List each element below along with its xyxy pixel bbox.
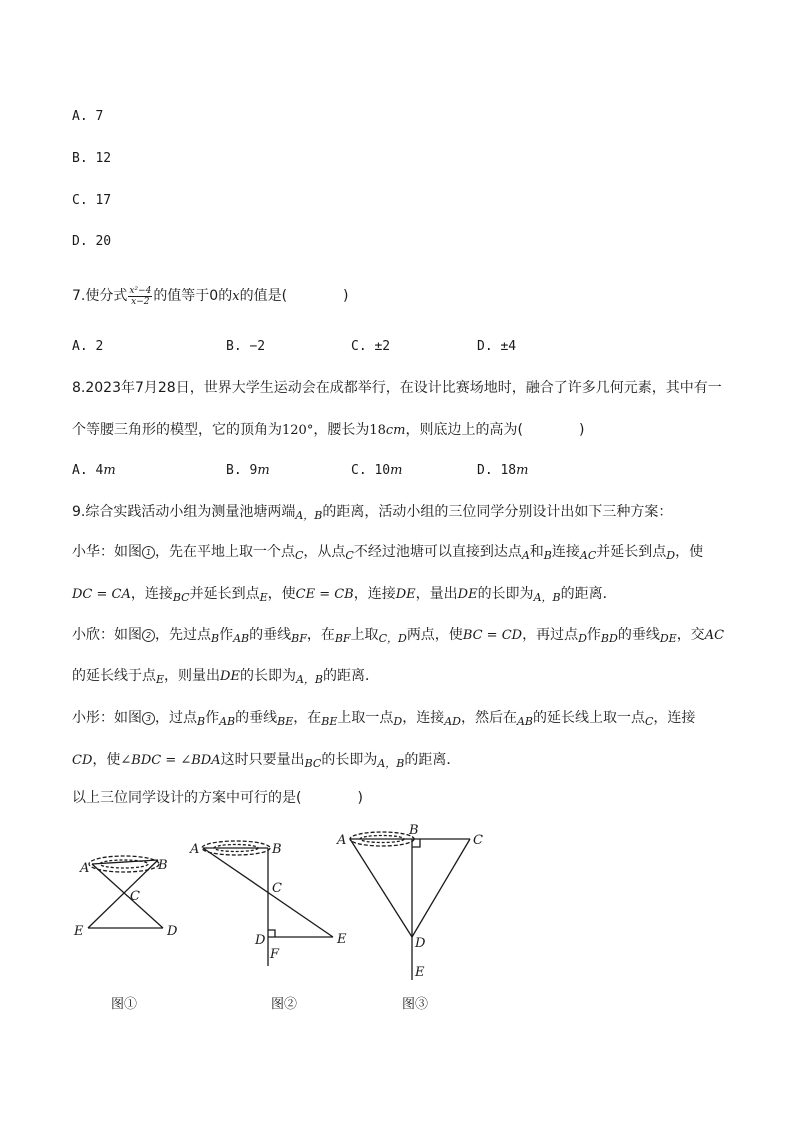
q8-text: ，则底边上的高为( ): [405, 422, 585, 438]
option-value: 4: [95, 463, 104, 478]
q9-text: ，在: [306, 627, 335, 643]
q7-prefix: 7.使分式: [72, 288, 128, 304]
figure-1: [88, 856, 163, 928]
math-D: D: [666, 549, 676, 562]
segment-AD: [92, 864, 163, 928]
q8-length: 18: [369, 423, 386, 438]
option-value: 7: [95, 109, 104, 124]
math-BF: BF: [291, 632, 307, 645]
q9-xin-line2: [72, 667, 379, 686]
fig1-label-E: E: [74, 924, 84, 939]
fig2-label-B: B: [272, 842, 282, 857]
option-letter: C.: [351, 463, 367, 478]
q7-var: x: [232, 289, 240, 304]
q9-text: ，连接: [130, 586, 173, 602]
q7-stem: [72, 283, 349, 310]
option-unit: m: [390, 463, 403, 478]
math-BF: BF: [334, 632, 351, 645]
q9-text: 的延长线上取一点: [533, 710, 645, 726]
q9-text: ，然后在: [460, 710, 517, 726]
math-AB: A，B: [295, 673, 323, 686]
figure-2-caption: 图②: [271, 997, 298, 1012]
q9-text: 连接: [551, 544, 580, 560]
q9-intro: [72, 503, 672, 522]
figure-2: [202, 841, 333, 966]
q9-text: ，连接: [402, 710, 445, 726]
q9-text: 9.综合实践活动小组为测量池塘两端: [72, 504, 296, 520]
math-eq: DC = CA: [72, 587, 131, 602]
q9-text: 小欣：如图: [72, 627, 142, 643]
option-value: 18: [500, 463, 517, 478]
q8-option-b: [226, 462, 270, 480]
option-value: 9: [249, 463, 258, 478]
q9-text: 和: [529, 544, 544, 560]
q6-option-d: [72, 233, 111, 251]
option-letter: B.: [226, 463, 242, 478]
math-AB: A，B: [533, 591, 561, 604]
q9-text: 上取: [350, 627, 379, 643]
option-value: 10: [374, 463, 391, 478]
math-E: E: [156, 673, 165, 686]
q9-xin-line1: [72, 626, 724, 645]
q9-text: 小彤：如图: [72, 710, 142, 726]
q7-option-d: [477, 338, 516, 356]
math-DE: DE: [659, 632, 677, 645]
math-AB: A，B: [377, 757, 405, 770]
math-C: C: [345, 549, 354, 562]
q8-line2: [72, 421, 584, 440]
option-letter: D.: [477, 339, 493, 354]
q8-unit: cm: [385, 423, 406, 438]
q7-mid: 的值等于0的: [153, 288, 233, 304]
math-CD: CD: [72, 753, 93, 768]
math-BD: BD: [600, 632, 618, 645]
q9-text: ，从点: [303, 544, 346, 560]
q9-text: 的垂线: [235, 710, 278, 726]
option-letter: C.: [72, 193, 88, 208]
math-B: B: [543, 549, 552, 562]
q9-text: 这时只要量出: [220, 752, 305, 768]
fig2-label-F: F: [270, 947, 280, 962]
figure-3: [350, 832, 470, 980]
math-B: B: [211, 632, 220, 645]
option-letter: D.: [72, 234, 88, 249]
q9-text: 的长即为: [477, 586, 534, 602]
q6-option-b: [72, 150, 111, 168]
q9-text: ，量出: [415, 586, 458, 602]
fig1-label-D: D: [167, 924, 178, 939]
option-letter: A.: [72, 109, 88, 124]
q6-option-c: [72, 192, 111, 210]
fig3-label-C: C: [473, 833, 483, 848]
option-value: 2: [95, 339, 104, 354]
q9-text: 的距离．: [404, 752, 461, 768]
figure-ref-1: 1: [142, 546, 155, 559]
math-eq: BC = CD: [462, 628, 523, 643]
fig2-label-D: D: [255, 933, 266, 948]
fig3-label-E: E: [415, 965, 425, 980]
q9-text: 的长即为: [239, 668, 296, 684]
q9-hua-line1: [72, 543, 703, 562]
option-value: 17: [95, 193, 112, 208]
math-BC: BC: [172, 591, 190, 604]
option-letter: A.: [72, 463, 88, 478]
q9-text: ，过点: [155, 710, 197, 726]
q9-text: 两点，使: [406, 627, 463, 643]
math-AB: AB: [233, 632, 250, 645]
math-DE: DE: [395, 587, 416, 602]
math-AB: AB: [219, 715, 236, 728]
option-unit: m: [103, 463, 116, 478]
q9-text: ，连接: [653, 710, 696, 726]
math-D: D: [578, 632, 587, 645]
figure-ref-2: 2: [142, 629, 155, 642]
q9-hua-line2: [72, 585, 617, 604]
q9-text: 并延长到点: [596, 544, 667, 560]
math-C: C: [645, 715, 654, 728]
q9-text: ，使: [267, 586, 296, 602]
q9-text: 作: [205, 710, 220, 726]
math-BE: BE: [321, 715, 338, 728]
fig3-label-A: A: [337, 833, 347, 848]
q9-text: 的距离．: [560, 586, 617, 602]
math-AD: AD: [444, 715, 461, 728]
option-letter: B.: [226, 339, 242, 354]
option-letter: A.: [72, 339, 88, 354]
q9-text: 的距离．: [322, 668, 379, 684]
option-letter: D.: [477, 463, 493, 478]
q9-text: ，则量出: [164, 668, 221, 684]
math-AC: AC: [579, 549, 597, 562]
q7-option-c: [351, 338, 390, 356]
math-A: A: [521, 549, 530, 562]
q9-text: ，在: [293, 710, 322, 726]
math-AC: AC: [704, 628, 725, 643]
q9-text: ，先过点: [155, 627, 211, 643]
q9-text: ，连接: [353, 586, 396, 602]
math-B: B: [197, 715, 206, 728]
math-AB: AB: [516, 715, 533, 728]
math-angle-eq: ∠BDC = ∠BDA: [120, 753, 221, 768]
option-letter: C.: [351, 339, 367, 354]
fig1-label-B: B: [158, 858, 168, 873]
q9-text: 不经过池塘可以直接到达点: [353, 544, 522, 560]
option-value: 20: [95, 234, 112, 249]
option-value: ±2: [374, 339, 391, 354]
math-eq: CE = CB: [295, 587, 354, 602]
math-BC: BC: [304, 757, 322, 770]
q9-text: 小华：如图: [72, 544, 142, 560]
fig1-label-A: A: [80, 861, 90, 876]
math-BE: BE: [277, 715, 294, 728]
q9-text: ，先在平地上取一个点: [155, 544, 295, 560]
q7-fraction: [128, 286, 152, 307]
q7-frac-denominator: x−2: [131, 296, 150, 307]
option-letter: B.: [72, 151, 88, 166]
math-DE: DE: [220, 669, 240, 684]
fig2-label-E: E: [337, 932, 347, 947]
option-value: ±4: [500, 339, 517, 354]
q8-option-c: [351, 462, 402, 480]
q9-text: 的垂线: [249, 627, 292, 643]
q9-text: 的延长线于点: [72, 668, 156, 684]
q8-option-d: [477, 462, 528, 480]
q9-text: 上取一点: [337, 710, 394, 726]
fig1-label-C: C: [130, 889, 140, 904]
q7-option-b: [226, 338, 265, 356]
q9-text: 并延长到点: [189, 586, 260, 602]
fig3-label-B: B: [409, 823, 419, 838]
math-CD: C，D: [378, 632, 407, 645]
q9-text: ，使: [675, 544, 704, 560]
math-DE: DE: [457, 587, 478, 602]
math-E: E: [259, 591, 268, 604]
option-value: −2: [249, 339, 266, 354]
fig2-label-C: C: [272, 881, 282, 896]
q7-suffix: 的值是( ): [239, 288, 349, 304]
fig2-label-A: A: [190, 842, 200, 857]
q8-text: ，腰长为: [313, 422, 370, 438]
math-AB: A，B: [295, 509, 323, 522]
q8-text: 个等腰三角形的模型，它的顶角为: [72, 422, 282, 438]
math-D: D: [393, 715, 403, 728]
option-unit: m: [257, 463, 270, 478]
q7-option-a: [72, 338, 103, 356]
math-C: C: [295, 549, 304, 562]
q8-angle: 120°: [282, 423, 314, 438]
q9-tong-line2: [72, 751, 460, 770]
q7-frac-numerator: x²−4: [129, 285, 152, 296]
q9-tong-line1: [72, 709, 695, 728]
q9-question: 以上三位同学设计的方案中可行的是( ): [72, 790, 363, 806]
q9-text: ，使: [92, 752, 121, 768]
q9-text: 作: [219, 627, 234, 643]
q9-text: 的长即为: [321, 752, 378, 768]
q8-option-a: [72, 462, 116, 480]
q9-text: 作: [586, 627, 601, 643]
option-unit: m: [516, 463, 529, 478]
figure-3-caption: 图③: [402, 997, 429, 1012]
q9-text: 的垂线: [617, 627, 660, 643]
q9-text: ，再过点: [522, 627, 579, 643]
q9-text: ，交: [676, 627, 705, 643]
q8-line1: 8.2023年7月28日，世界大学生运动会在成都举行，在设计比赛场地时，融合了许多几何元素，其中有一: [72, 380, 722, 396]
right-angle-mark: [268, 930, 275, 937]
fig3-label-D: D: [415, 936, 426, 951]
segment-AD: [350, 839, 412, 937]
q9-text: 的距离，活动小组的三位同学分别设计出如下三种方案：: [322, 504, 673, 520]
segment-CD: [412, 839, 470, 937]
option-value: 12: [95, 151, 112, 166]
figure-1-caption: 图①: [111, 997, 138, 1012]
figure-ref-3: 3: [142, 712, 155, 725]
q6-option-a: [72, 108, 103, 126]
